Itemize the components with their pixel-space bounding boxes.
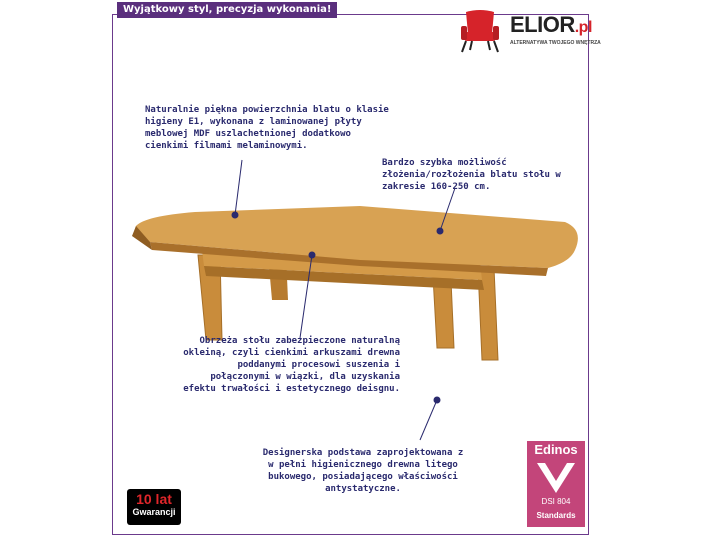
certificate-badge: [527, 441, 585, 527]
logo-wordmark: ELIOR.pl: [510, 12, 592, 37]
callout-dot: [232, 212, 238, 218]
warranty-label: Gwarancji: [132, 507, 176, 517]
tagline-banner: Wyjątkowy styl, precyzja wykonania!: [117, 2, 337, 18]
certificate-code: DSI 804: [541, 497, 571, 506]
note-extension: Bardzo szybka możliwość złożenia/rozłożenia blatu stołu w zakresie 160-250 cm.: [382, 158, 561, 192]
checkmark-icon: [527, 459, 585, 497]
callout-dot: [309, 252, 315, 258]
warranty-years: 10 lat: [136, 491, 172, 507]
callout-dot: [437, 228, 443, 234]
note-tabletop: Naturalnie piękna powierzchnia blatu o klasie higieny E1, wykonana z laminowanej płyty meblowej MDF uszlachetnionej dodatkowo cienkimi filmami melaminowymi.: [145, 105, 389, 151]
callout-dot: [434, 397, 440, 403]
logo-slogan: ALTERNATYWA TWOJEGO WNĘTRZA: [510, 40, 601, 46]
note-edges: Obrzeża stołu zabezpieczone naturalną okleiną, czyli cienkimi arkuszami drewna poddanymi procesowi suszenia i połączonymi w wiązki, dla uzyskania efektu trwałości i estetycznego deisgnu.: [183, 336, 400, 394]
callout-lines: [232, 160, 455, 440]
note-base: Designerska podstawa zaprojektowana z w pełni higienicznego drewna litego bukowego, posiadającego właściwości antystatyczne.: [262, 448, 464, 494]
certificate-brand: Edinos: [534, 442, 578, 457]
warranty-badge: [127, 489, 181, 525]
certificate-standard: Standards: [536, 511, 576, 520]
